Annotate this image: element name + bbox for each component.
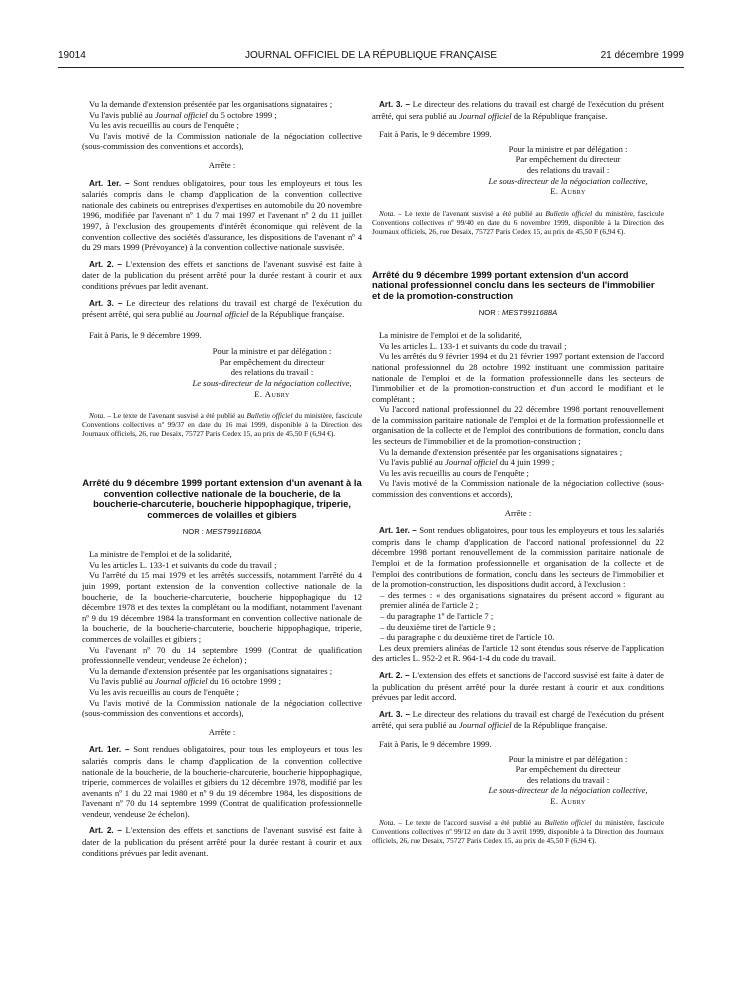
paragraph: Vu les avis recueillis au cours de l'enquête ; — [379, 467, 529, 478]
nota: Nota. – Le texte de l'accord susvisé a été publié au Bulletin officiel du ministère, fascicule Conventions collectives nº 99/12 en date du 3 avril 1999, disponible à la Direction des Journaux officiels, 26, rue Desaix, 75727 Paris Cedex 15, au prix de 45,50 F (6,94 €). — [372, 818, 665, 846]
paragraph: Vu l'avis publié au Journal officiel du 16 octobre 1999 ; — [89, 676, 281, 687]
paragraph: Vu la demande d'extension présentée par les organisations signataires ; — [89, 99, 333, 109]
page-header — [58, 50, 684, 66]
decree-title: Arrêté du 9 décembre 1999 portant extension d'un accord national professionnel conclu dans les secteurs de l'immobilier et de la promotion-construction — [372, 268, 655, 301]
paragraph: Vu l'avenant nº 70 du 14 septembre 1999 (Contrat de qualification professionnelle vendeur, vendeuse 2e échelon) ; — [82, 644, 362, 666]
paragraph: La ministre de l'emploi et de la solidarité, — [379, 330, 522, 341]
paragraph: Vu les avis recueillis au cours de l'enquête ; — [89, 120, 239, 131]
journal-title: JOURNAL OFFICIEL DE LA RÉPUBLIQUE FRANÇAISE — [244, 50, 498, 61]
paragraph: Vu l'arrêté du 15 mai 1979 et les arrêtés successifs, notamment l'arrêté du 4 juin 1999, portant extension de la convention collective nationale de la boucherie, de la boucherie-charcuterie, boucherie hippophagique du 12 décembre 1978 et des textes la complétant ou la modifiant, notamment l'avenant nº 9 du 19 décembre 1984 la transformant en convention collective nationale de la boucherie, de la boucherie-charcuterie, boucherie hippophagique, triperie, commerces de volailles et gibiers ; — [82, 570, 362, 644]
arrete-heading: Arrête : — [504, 507, 532, 518]
article-2: Art. 2. – L'extension des effets et sanctions de l'accord susvisé est faite à dater de la publication du présent arrêté pour la durée restant à courir et aux conditions prévues par ledit accord. — [372, 669, 664, 703]
nor-reference: NOR : MEST9911688A — [478, 307, 558, 317]
nota: Nota. – Le texte de l'avenant susvisé a été publié au Bulletin officiel du ministère, fascicule Conventions collectives nº 99/37 en date du 16 mai 1999, disponible à la Direction des Journaux officiels, 26, rue Desaix, 75727 Paris Cedex 15, au prix de 45,50 F (6,94 €). — [82, 411, 363, 439]
paragraph: Vu l'avis motivé de la Commission nationale de la négociation collective (sous-commission des conventions et accords), — [82, 130, 362, 152]
article-3: Art. 3. – Le directeur des relations du travail est chargé de l'exécution du présent arrêté, qui sera publié au Journal officiel de la République française. — [372, 708, 664, 731]
paragraph: La ministre de l'emploi et de la solidarité, — [89, 549, 232, 560]
nota: Nota. – Le texte de l'avenant susvisé a été publié au Bulletin officiel du ministère, fascicule Conventions collectives nº 99/40 en date du 6 novembre 1999, disponible à la Direction des Journaux officiels, 26, rue Desaix, 75727 Paris Cedex 15, au prix de 45,50 F (6,94 €). — [372, 208, 665, 236]
paragraph: Vu les articles L. 133-1 et suivants du code du travail ; — [89, 559, 277, 570]
decree-title: Arrêté du 9 décembre 1999 portant extension d'un avenant à la convention collective nationale de la boucherie, de la boucherie-charcuterie, boucherie hippophagique, triperie, commerces de volailles et gibiers — [82, 477, 362, 521]
right-column — [372, 99, 664, 845]
article-1: Art. 1er. – Sont rendues obligatoires, pour tous les employeurs et tous les salariés compris dans le champ d'application de la convention collective nationale des cabinets ou entreprises d'expertises en automobile du 20 novembre 1996, modifiée par l'avenant nº 1 du 7 mai 1997 et l'avenant nº 2 du 11 juillet 1997, à l'exclusion des groupements d'intérêt économique qui relèvent de la convention collective des sociétés d'assurance, les dispositions de l'avenant nº 4 du 29 mars 1999 (Prévoyance) à la convention collective nationale susvisée. — [82, 177, 362, 253]
article-3: Art. 3. – Le directeur des relations du travail est chargé de l'exécution du présent arrêté, qui sera publié au Journal officiel de la République française. — [372, 99, 664, 121]
paragraph: Vu les articles L. 133-1 et suivants du code du travail ; — [379, 340, 567, 351]
article-1: Art. 1er. – Sont rendues obligatoires, pour tous les employeurs et tous les salariés compris dans le champ d'application de la convention collective nationale de la boucherie, de la boucherie-charcuterie, boucherie hippophagique, triperie, commerces de volailles et gibiers du 12 décembre 1978, modifié par les avenants nº 1 du 22 mai 1980 et nº 9 du 19 décembre 1984, les dispositions de l'avenant nº 70 du 14 septembre 1999 (Contrat de qualification professionnelle vendeur, vendeuse 2e échelon). — [82, 744, 362, 819]
paragraph: Vu l'accord national professionnel du 22 décembre 1998 portant renouvellement de la commission paritaire nationale de l'emploi et de la formation professionnelle et organisation de la collecte et de l'emploi des contributions de formation, conclu dans les secteurs de l'immobilier et de la promotion-construction ; — [372, 404, 664, 447]
paragraph: Vu l'avis publié au Journal officiel du 4 juin 1999 ; — [379, 457, 555, 468]
article-1: Art. 1er. – Sont rendues obligatoires, pour tous les employeurs et tous les salariés compris dans le champ d'application de l'accord national professionnel du 22 décembre 1998 portant renouvellement de la commission paritaire nationale de l'emploi et de la formation professionnelle et organisation de la collecte et de l'emploi des contributions de formation, conclu dans les secteurs de l'immobilier et de la promotion-construction, les dispositions dudit accord, à l'exclusion : — [372, 525, 664, 590]
left-column — [82, 99, 362, 858]
paragraph: Vu l'avis motivé de la Commission nationale de la négociation collective (sous-commission des conventions et accords), — [82, 697, 362, 719]
paragraph: Vu l'avis motivé de la Commission nationale de la négociation collective (sous-commission des conventions et accords), — [372, 478, 664, 500]
signature-block: Pour la ministre et par délégation : Par empêchement du directeur des relations du travail : Le sous-directeur de la négociation collective, E. Aubry — [192, 346, 352, 399]
list-item: – du deuxième tiret de l'article 9 ; — [380, 621, 496, 632]
list-item: – du paragraphe c du deuxième tiret de l'article 10. — [380, 632, 555, 643]
paragraph: Vu l'avis publié au Journal officiel du 5 octobre 1999 ; — [89, 109, 277, 120]
page-number: 19014 — [58, 50, 86, 61]
paragraph: Vu la demande d'extension présentée par les organisations signataires ; — [89, 665, 333, 676]
paragraph: Vu les avis recueillis au cours de l'enquête ; — [89, 686, 239, 697]
list-item: – du paragraphe 1º de l'article 7 ; — [380, 610, 494, 621]
signature-block: Pour la ministre et par délégation : Par empêchement du directeur des relations du travail : Le sous-directeur de la négociation collective, E. Aubry — [488, 143, 648, 197]
arrete-heading: Arrête : — [208, 726, 236, 737]
header-rule — [58, 67, 684, 68]
arrete-heading: Arrête : — [208, 159, 236, 170]
list-item: – des termes : « des organisations signataires du présent accord » figurant au premier alinéa de l'article 2 ; — [380, 589, 664, 611]
fait-line: Fait à Paris, le 9 décembre 1999. — [379, 738, 492, 749]
paragraph: Vu les arrêtés du 9 février 1994 et du 21 février 1997 portant extension de l'accord national professionnel du 28 octobre 1992 instituant une commission paritaire nationale de l'emploi et de la formation professionnelle dans les secteurs de l'immobilier et de la promotion-construction et d'un accord le modifiant et le complétant ; — [372, 351, 664, 404]
article-2: Art. 2. – L'extension des effets et sanctions de l'avenant susvisé est faite à dater de la publication du présent arrêté pour la durée restant à courir et aux conditions prévues par ledit avenant. — [82, 258, 362, 291]
nor-reference: NOR : MEST9911680A — [182, 526, 262, 536]
fait-line: Fait à Paris, le 9 décembre 1999. — [89, 329, 202, 340]
fait-line: Fait à Paris, le 9 décembre 1999. — [379, 129, 492, 140]
article-2: Art. 2. – L'extension des effets et sanctions de l'avenant susvisé est faite à dater de la publication du présent arrêté pour la durée restant à courir et aux conditions prévues par ledit avenant. — [82, 825, 362, 858]
paragraph: Vu la demande d'extension présentée par les organisations signataires ; — [379, 446, 623, 457]
article-3: Art. 3. – Le directeur des relations du travail est chargé de l'exécution du présent arrêté, qui sera publié au Journal officiel de la République française. — [82, 297, 362, 320]
paragraph: Les deux premiers alinéas de l'article 12 sont étendus sous réserve de l'application des articles L. 952-2 et R. 964-1-4 du code du travail. — [372, 642, 664, 664]
signature-block: Pour la ministre et par délégation : Par empêchement du directeur des relations du travail : Le sous-directeur de la négociation collective, E. Aubry — [488, 753, 648, 806]
issue-date: 21 décembre 1999 — [600, 50, 684, 61]
